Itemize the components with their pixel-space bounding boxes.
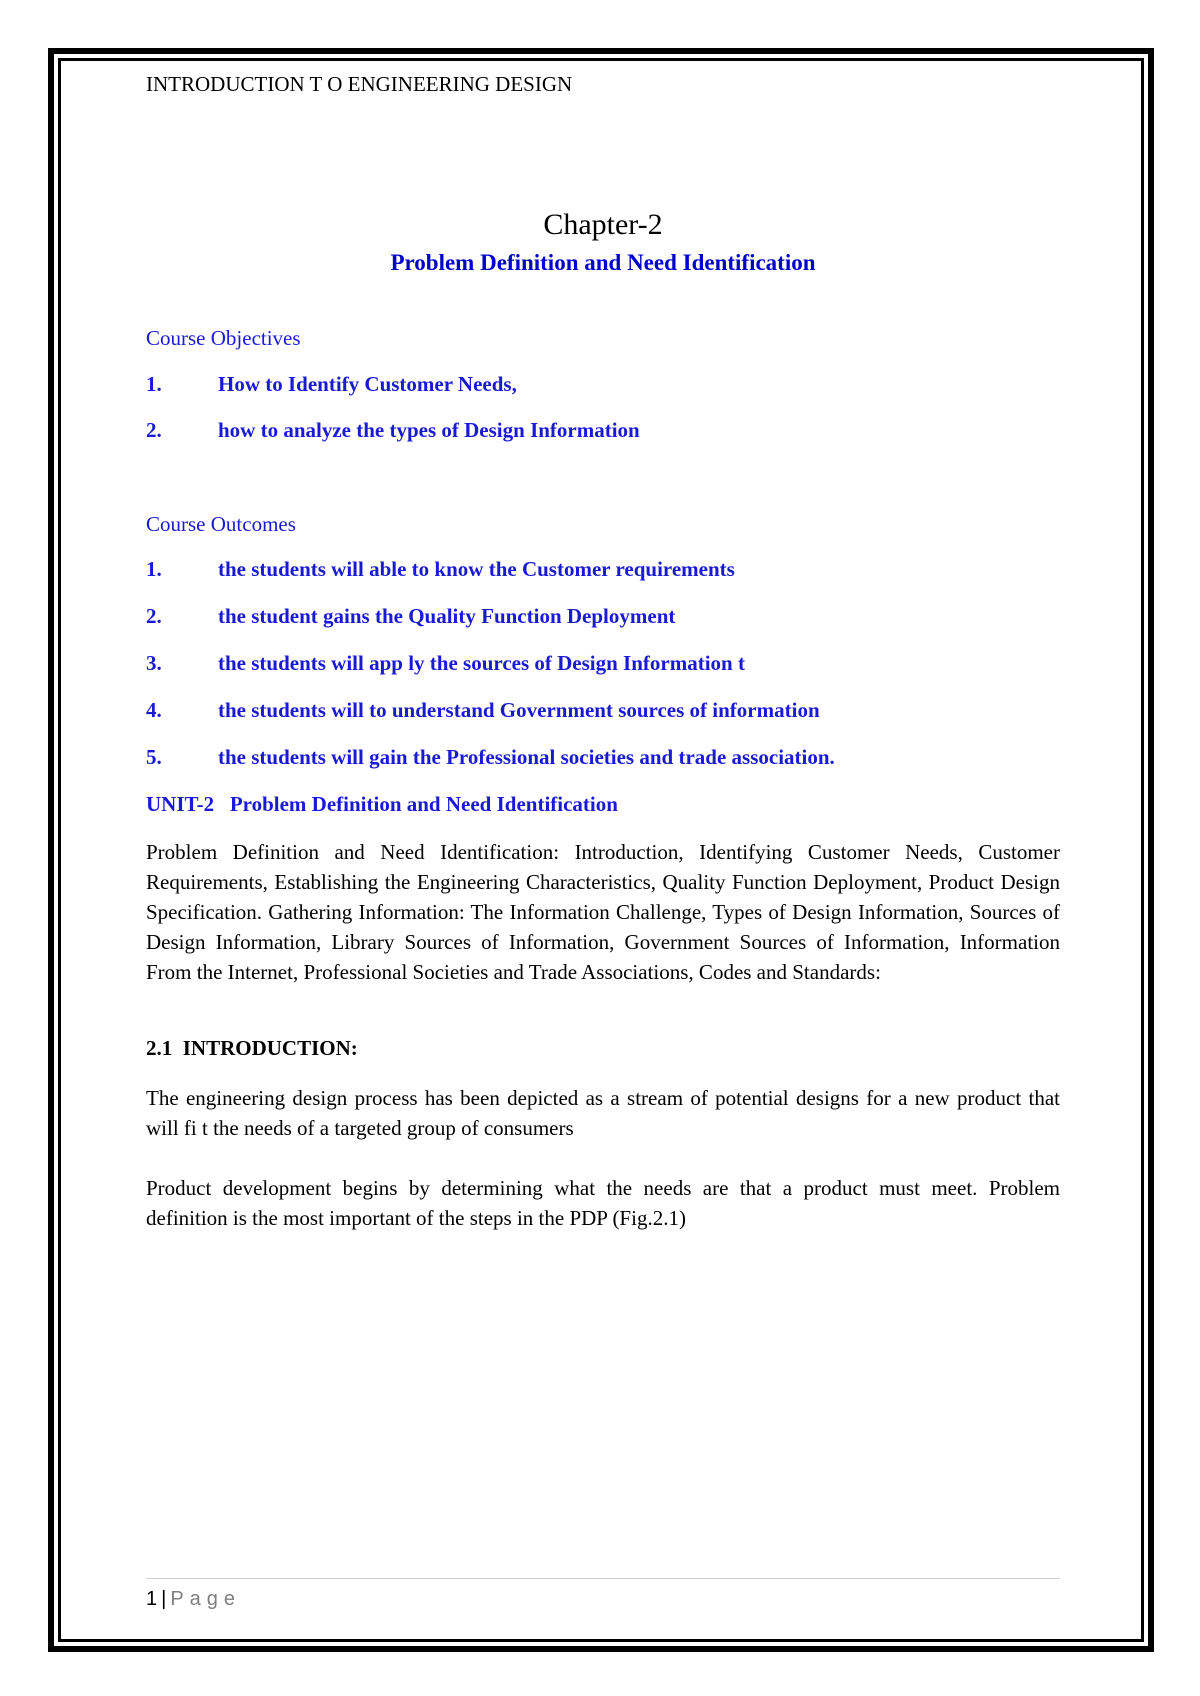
outcome-number: 2.: [146, 604, 162, 628]
outcome-text: the students will able to know the Customer requirements: [218, 557, 735, 581]
course-outcomes-label: Course Outcomes: [146, 512, 296, 536]
chapter-subtitle: Problem Definition and Need Identification: [390, 250, 816, 275]
page-footer: [146, 1588, 241, 1611]
footer-divider: [146, 1578, 1060, 1579]
outcome-number: 5.: [146, 745, 162, 769]
outcome-number: 1.: [146, 557, 162, 581]
objective-text: How to Identify Customer Needs,: [218, 372, 517, 396]
objective-text: how to analyze the types of Design Information: [218, 418, 640, 442]
outcome-number: 3.: [146, 651, 162, 675]
chapter-title: Chapter-2: [543, 208, 663, 241]
objective-number: 1.: [146, 372, 162, 396]
intro-paragraph-2: Product development begins by determining what the needs are that a product must meet. Problem definition is the most important of the steps in the PDP (Fig.2.1): [146, 1176, 1060, 1230]
intro-paragraph-1: The engineering design process has been depicted as a stream of potential designs for a new product that will fi t the needs of a targeted group of consumers: [146, 1086, 1060, 1140]
unit-summary-paragraph: Problem Definition and Need Identification: Introduction, Identifying Customer Needs, Customer Requirements, Establishing the Engineering Characteristics, Quality Function Deployment, Product Design Specification. Gathering Information: The Information Challenge, Types of Design Information, Sources of Design Information, Library Sources of Information, Government Sources of Information, Information From the Internet, Professional Societies and Trade Associations, Codes and Standards:: [146, 840, 1060, 984]
running-header-title: INTRODUCTION T O ENGINEERING DESIGN: [146, 72, 573, 96]
course-objectives-label: Course Objectives: [146, 326, 301, 350]
outcome-text: the students will to understand Government sources of information: [218, 698, 820, 722]
footer-separator: |: [161, 1588, 167, 1610]
page-number: 1: [146, 1588, 158, 1610]
outcome-text: the students will app ly the sources of Design Information t: [218, 651, 745, 675]
page-word: Page: [170, 1588, 242, 1610]
section-heading: 2.1 INTRODUCTION:: [146, 1036, 358, 1060]
unit-heading: UNIT-2 Problem Definition and Need Identification: [146, 792, 618, 816]
outcome-text: the student gains the Quality Function Deployment: [218, 604, 676, 628]
outcome-number: 4.: [146, 698, 162, 722]
objective-number: 2.: [146, 418, 162, 442]
outcome-text: the students will gain the Professional societies and trade association.: [218, 745, 835, 769]
